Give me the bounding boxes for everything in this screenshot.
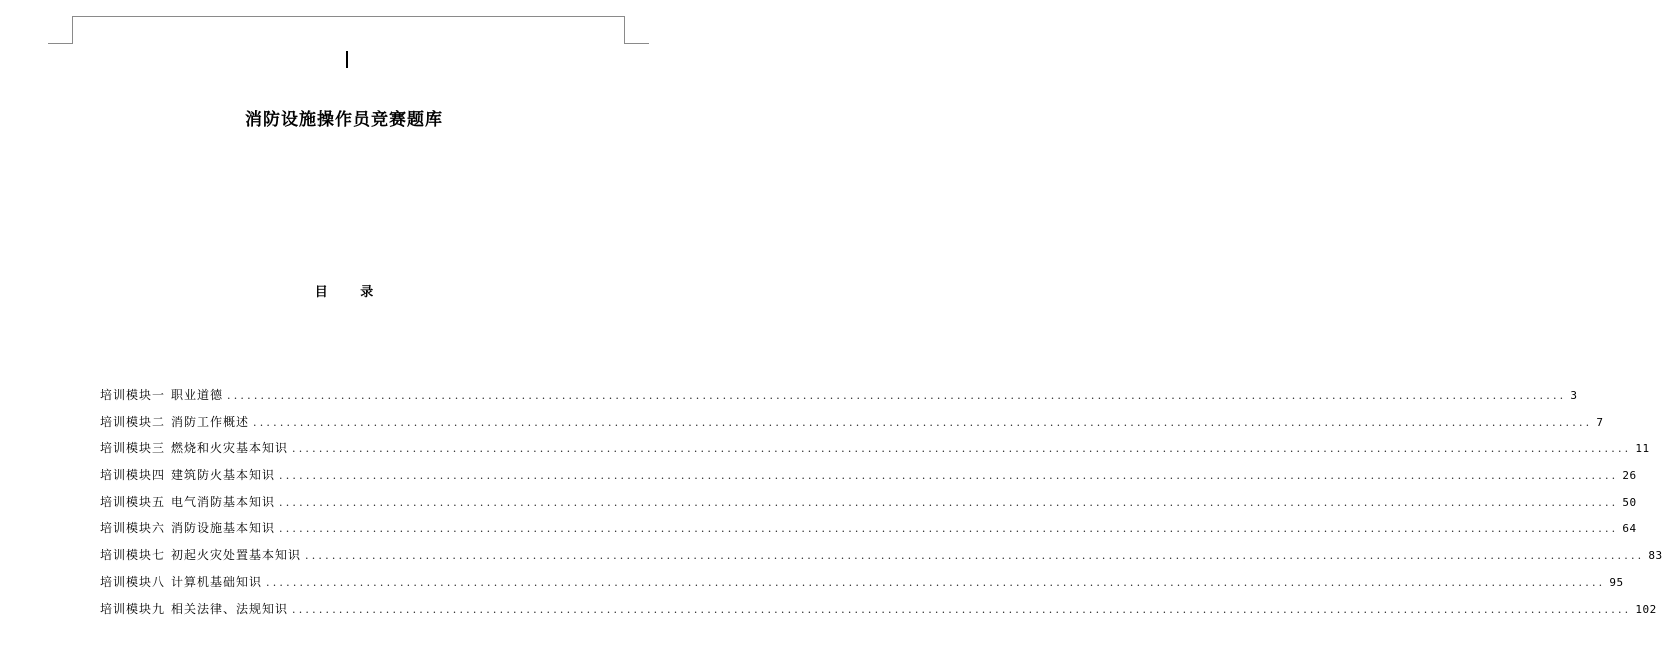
toc-dot-leader: ........................................................................................................................................................................................................ xyxy=(292,442,1632,456)
toc-dot-leader: ........................................................................................................................................................................................................ xyxy=(227,389,1567,402)
toc-dot-leader: ........................................................................................................................................................................................................ xyxy=(253,415,1593,429)
toc-entry-module: 培训模块九 xyxy=(100,601,166,616)
toc-entry-page-number: 83 xyxy=(1648,549,1663,563)
toc-entry-topic: 职业道德 xyxy=(171,388,224,402)
toc-entry-module: 培训模块七 xyxy=(100,548,166,563)
toc-entry-topic: 初起火灾处置基本知识 xyxy=(171,548,302,563)
toc-entry-page-number: 50 xyxy=(1622,495,1637,509)
toc-entry-page-number: 26 xyxy=(1622,469,1637,483)
toc-entry-page-number: 7 xyxy=(1596,415,1604,429)
toc-entry-topic: 计算机基础知识 xyxy=(171,574,263,589)
toc-entry-module: 培训模块一 xyxy=(100,388,166,402)
toc-entry-module: 培训模块八 xyxy=(100,574,166,589)
toc-entry-topic: 消防工作概述 xyxy=(171,414,250,429)
toc-dot-leader: ........................................................................................................................................................................................................ xyxy=(279,469,1619,483)
corner-mark-top-right xyxy=(624,16,649,44)
toc-heading: 目 录 xyxy=(314,285,388,300)
toc-entry[interactable] xyxy=(100,573,1624,600)
toc-entry[interactable] xyxy=(100,413,1604,440)
toc-entry-topic: 电气消防基本知识 xyxy=(171,494,276,509)
toc-entry-page-number: 3 xyxy=(1570,389,1578,402)
toc-entry[interactable] xyxy=(100,519,1637,546)
toc-entry-topic: 建筑防火基本知识 xyxy=(171,468,276,483)
toc-dot-leader: ........................................................................................................................................................................................................ xyxy=(305,549,1645,563)
toc-entry-module: 培训模块二 xyxy=(100,414,166,429)
document-title: 消防设施操作员竞赛题库 xyxy=(245,110,443,130)
toc-entry-topic: 燃烧和火灾基本知识 xyxy=(171,441,289,456)
toc-dot-leader: ........................................................................................................................................................................................................ xyxy=(292,602,1632,616)
toc-dot-leader: ........................................................................................................................................................................................................ xyxy=(279,495,1619,509)
table-of-contents xyxy=(100,386,1663,626)
toc-entry-page-number: 95 xyxy=(1609,575,1624,589)
corner-mark-top-left xyxy=(48,16,73,44)
toc-entry[interactable] xyxy=(100,466,1637,493)
toc-entry-page-number: 102 xyxy=(1635,602,1657,616)
toc-entry[interactable] xyxy=(100,600,1657,627)
toc-dot-leader: ........................................................................................................................................................................................................ xyxy=(279,522,1619,536)
toc-entry-module: 培训模块五 xyxy=(100,494,166,509)
toc-entry[interactable] xyxy=(100,386,1578,413)
toc-entry[interactable] xyxy=(100,439,1650,466)
page-top-edge xyxy=(72,16,624,17)
text-cursor xyxy=(346,51,348,68)
toc-entry[interactable] xyxy=(100,546,1663,573)
toc-entry-module: 培训模块六 xyxy=(100,521,166,536)
toc-entry-page-number: 64 xyxy=(1622,522,1637,536)
toc-entry[interactable] xyxy=(100,493,1637,520)
toc-entry-module: 培训模块三 xyxy=(100,441,166,456)
toc-entry-topic: 消防设施基本知识 xyxy=(171,521,276,536)
toc-dot-leader: ........................................................................................................................................................................................................ xyxy=(266,575,1606,589)
toc-entry-page-number: 11 xyxy=(1635,442,1650,456)
toc-entry-module: 培训模块四 xyxy=(100,468,166,483)
toc-entry-topic: 相关法律、法规知识 xyxy=(171,601,289,616)
